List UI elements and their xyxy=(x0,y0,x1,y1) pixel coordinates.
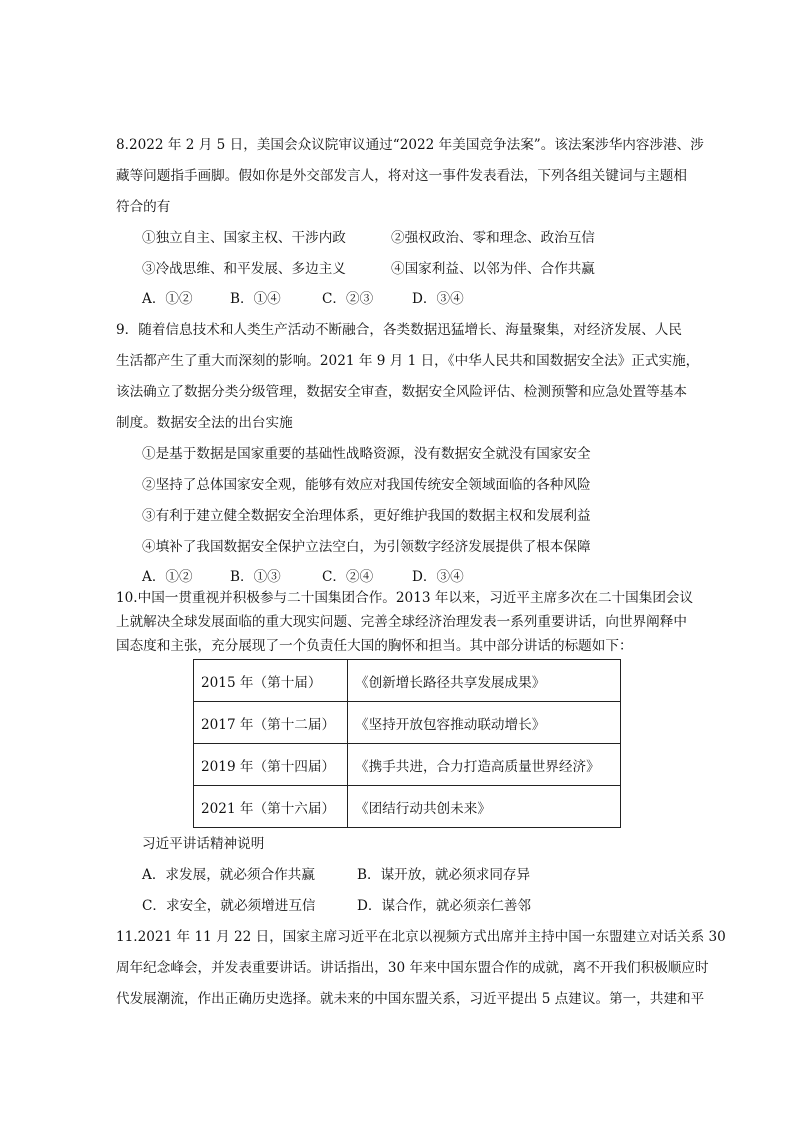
q8-option-d: D．③④ xyxy=(412,291,464,307)
q9-option-c: C．②④ xyxy=(322,569,374,585)
table-cell-title: 《创新增长路径共享发展成果》 xyxy=(348,660,621,702)
table-cell-year: 2015 年（第十届） xyxy=(194,660,348,702)
q9-item-2: ②坚持了总体国家安全观，能够有效应对我国传统安全领域面临的各种风险 xyxy=(142,477,591,493)
table-cell-year: 2017 年（第十二届） xyxy=(194,702,348,744)
q10-option-b: B．谋开放，就必须求同存异 xyxy=(357,867,531,883)
q9-stem-line-2: 生活都产生了重大而深刻的影响。2021 年 9 月 1 日，《中华人民共和国数据安全法》正式实施， xyxy=(116,353,700,369)
q9-option-d: D．③④ xyxy=(412,569,464,585)
q8-option-b: B．①④ xyxy=(230,291,281,307)
table-row xyxy=(194,702,621,744)
q8-item-1: ①独立自主、国家主权、干涉内政 xyxy=(142,230,346,246)
q10-stem-line-3: 国态度和主张，充分展现了一个负责任大国的胸怀和担当。其中部分讲话的标题如下： xyxy=(116,638,633,654)
table-cell-title: 《坚持开放包容推动联动增长》 xyxy=(348,702,621,744)
q11-stem-line-3: 代发展潮流，作出正确历史选择。就未来的中国东盟关系，习近平提出 5 点建议。第一，共建和平 xyxy=(116,991,705,1007)
q8-item-4: ④国家利益、以邻为伴、合作共赢 xyxy=(391,261,595,277)
q8-stem-line-1: 8.2022 年 2 月 5 日，美国会众议院审议通过“2022 年美国竞争法案”。该法案涉华内容涉港、涉 xyxy=(116,137,704,153)
q10-option-d: D．谋合作，就必须亲仁善邻 xyxy=(357,898,532,914)
q11-stem-line-2: 周年纪念峰会，并发表重要讲话。讲话指出，30 年来中国东盟合作的成就，离不开我们积极顺应时 xyxy=(116,960,709,976)
q9-item-4: ④填补了我国数据安全保护立法空白，为引领数字经济发展提供了根本保障 xyxy=(142,539,591,555)
q8-option-c: C．②③ xyxy=(322,291,374,307)
q11-stem-line-1: 11.2021 年 11 月 22 日，国家主席习近平在北京以视频方式出席并主持中国一东盟建立对话关系 30 xyxy=(116,929,726,945)
q10-stem-line-2: 上就解决全球发展面临的重大现实问题、完善全球经济治理发表一系列重要讲话，向世界阐释中 xyxy=(116,614,687,630)
q9-option-a: A．①② xyxy=(142,569,193,585)
table-row xyxy=(194,786,621,828)
q8-item-2: ②强权政治、零和理念、政治互信 xyxy=(391,230,595,246)
q8-stem-line-2: 藏等问题指手画脚。假如你是外交部发言人，将对这一事件发表看法，下列各组关键词与主题相 xyxy=(116,168,687,184)
q10-stem-line-1: 10.中国一贯重视并积极参与二十国集团合作。2013 年以来，习近平主席多次在二十国集团会议 xyxy=(116,590,694,606)
table-row xyxy=(194,660,621,702)
q9-item-3: ③有利于建立健全数据安全治理体系，更好维护我国的数据主权和发展利益 xyxy=(142,508,591,524)
table-cell-year: 2019 年（第十四届） xyxy=(194,744,348,786)
speech-title-table xyxy=(193,659,621,828)
q10-stem-end: 习近平讲话精神说明 xyxy=(142,836,265,852)
q8-option-a: A．①② xyxy=(142,291,193,307)
q9-stem-line-1: 9．随着信息技术和人类生产活动不断融合，各类数据迅猛增长、海量聚集，对经济发展、人民 xyxy=(116,322,682,338)
q9-item-1: ①是基于数据是国家重要的基础性战略资源，没有数据安全就没有国家安全 xyxy=(142,446,591,462)
q9-option-b: B．①③ xyxy=(230,569,281,585)
q8-item-3: ③冷战思维、和平发展、多边主义 xyxy=(142,261,346,277)
table-cell-year: 2021 年（第十六届） xyxy=(194,786,348,828)
q9-stem-line-3: 该法确立了数据分类分级管理，数据安全审查，数据安全风险评估、检测预警和应急处置等基本 xyxy=(116,384,687,400)
q10-option-c: C．求安全，就必须增进互信 xyxy=(142,898,316,914)
q8-stem-line-3: 符合的有 xyxy=(116,199,171,215)
table-cell-title: 《团结行动共创未来》 xyxy=(348,786,621,828)
table-cell-title: 《携手共进，合力打造高质量世界经济》 xyxy=(348,744,621,786)
q10-option-a: A．求发展，就必须合作共赢 xyxy=(142,867,315,883)
table-row xyxy=(194,744,621,786)
q9-stem-line-4: 制度。数据安全法的出台实施 xyxy=(116,415,293,431)
